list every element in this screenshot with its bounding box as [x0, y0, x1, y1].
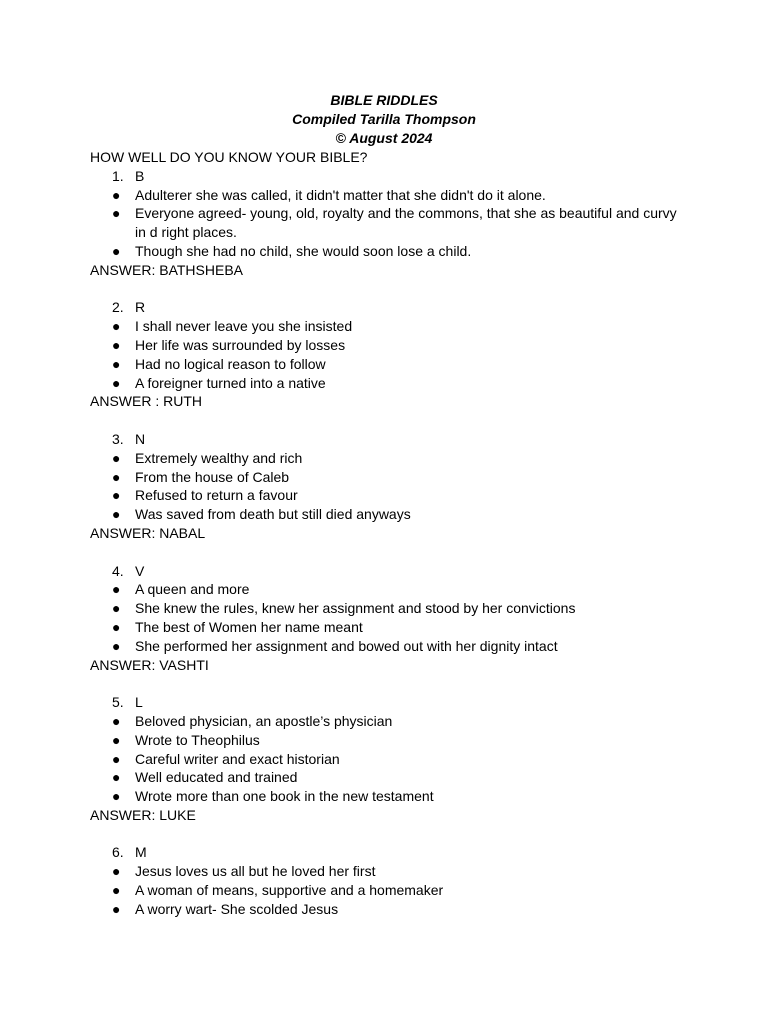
clue-text: From the house of Caleb	[135, 468, 290, 485]
riddle-letter: V	[135, 562, 145, 579]
clue-text: A woman of means, supportive and a homemaker	[135, 882, 444, 899]
clue-text: A worry wart- She scolded Jesus	[135, 900, 339, 917]
answer-line: ANSWER : RUTH	[90, 393, 202, 410]
bullet-icon: ●	[112, 318, 121, 335]
clue-text: Refused to return a favour	[135, 487, 298, 504]
spacer	[90, 674, 690, 693]
bullet-icon: ●	[112, 242, 121, 259]
spacer	[90, 543, 690, 562]
clue-list	[90, 712, 690, 806]
clue-list	[90, 862, 690, 918]
clue-item	[90, 449, 690, 468]
clue-item	[90, 750, 690, 769]
clue-item	[90, 881, 690, 900]
riddle-heading	[90, 843, 690, 862]
riddle-letter: L	[135, 694, 143, 711]
bullet-icon: ●	[112, 205, 121, 222]
clue-item	[90, 599, 690, 618]
bullet-icon: ●	[112, 788, 121, 805]
bullet-icon: ●	[112, 186, 121, 203]
bullet-icon: ●	[112, 487, 121, 504]
clue-item	[90, 317, 690, 336]
clue-text: Careful writer and exact historian	[135, 750, 340, 767]
clue-item	[90, 580, 690, 599]
clue-list	[90, 317, 690, 392]
clue-list	[90, 449, 690, 524]
clue-item	[90, 186, 690, 205]
clue-item	[90, 374, 690, 393]
riddle-letter: B	[135, 167, 145, 184]
spacer	[90, 411, 690, 430]
riddle-heading	[90, 562, 690, 581]
document-title: BIBLE RIDDLES	[330, 92, 438, 108]
riddle-heading	[90, 298, 690, 317]
clue-text: Jesus loves us all but he loved her first	[135, 863, 376, 880]
spacer	[90, 825, 690, 844]
bullet-icon: ●	[112, 600, 121, 617]
spacer	[90, 280, 690, 299]
clue-item	[90, 637, 690, 656]
bullet-icon: ●	[112, 882, 121, 899]
clue-text: Had no logical reason to follow	[135, 355, 326, 372]
riddle-number: 4.	[112, 562, 124, 579]
riddle-number: 1.	[112, 167, 124, 184]
riddle-letter: N	[135, 430, 146, 447]
bullet-icon: ●	[112, 712, 121, 729]
clue-text: She performed her assignment and bowed out with her dignity intact	[135, 637, 558, 654]
clue-item	[90, 618, 690, 637]
clue-text: The best of Women her name meant	[135, 618, 363, 635]
riddle-number: 2.	[112, 299, 124, 316]
clue-text: Everyone agreed- young, old, royalty and the commons, that she as beautiful and curvy in d right places.	[135, 205, 677, 241]
answer-line: ANSWER: VASHTI	[90, 656, 209, 673]
compiler-line: Compiled Tarilla Thompson	[292, 111, 476, 127]
copyright-date: © August 2024	[335, 130, 433, 146]
clue-text: Though she had no child, she would soon lose a child.	[135, 242, 472, 259]
riddle-letter: R	[135, 299, 146, 316]
clue-item	[90, 355, 690, 374]
riddle-heading	[90, 167, 690, 186]
clue-text: Beloved physician, an apostle’s physician	[135, 712, 393, 729]
clue-item	[90, 336, 690, 355]
answer-line: ANSWER: BATHSHEBA	[90, 261, 243, 278]
clue-list	[90, 186, 690, 261]
bullet-icon: ●	[112, 769, 121, 786]
clue-list	[90, 580, 690, 655]
answer-line: ANSWER: LUKE	[90, 806, 196, 823]
riddle-number: 6.	[112, 844, 124, 861]
bullet-icon: ●	[112, 355, 121, 372]
clue-text: A foreigner turned into a native	[135, 374, 326, 391]
clue-item	[90, 468, 690, 487]
answer-line: ANSWER: NABAL	[90, 524, 206, 541]
riddle-letter: M	[135, 844, 147, 861]
clue-item	[90, 242, 690, 261]
clue-item	[90, 486, 690, 505]
clue-text: Well educated and trained	[135, 769, 298, 786]
clue-text: Adulterer she was called, it didn't matter that she didn't do it alone.	[135, 186, 546, 203]
clue-text: A queen and more	[135, 581, 250, 598]
clue-text: Wrote more than one book in the new testament	[135, 788, 434, 805]
clue-item	[90, 731, 690, 750]
riddle-number: 3.	[112, 430, 124, 447]
riddle-number: 5.	[112, 694, 124, 711]
bullet-icon: ●	[112, 750, 121, 767]
clue-item	[90, 862, 690, 881]
clue-item	[90, 204, 690, 242]
clue-item	[90, 787, 690, 806]
clue-item	[90, 900, 690, 919]
bullet-icon: ●	[112, 637, 121, 654]
clue-text: Wrote to Theophilus	[135, 731, 260, 748]
clue-text: Her life was surrounded by losses	[135, 336, 346, 353]
clue-text: Extremely wealthy and rich	[135, 449, 303, 466]
bullet-icon: ●	[112, 374, 121, 391]
bullet-icon: ●	[112, 581, 121, 598]
bullet-icon: ●	[112, 449, 121, 466]
bullet-icon: ●	[112, 731, 121, 748]
clue-item	[90, 505, 690, 524]
bullet-icon: ●	[112, 506, 121, 523]
bullet-icon: ●	[112, 468, 121, 485]
intro-question: HOW WELL DO YOU KNOW YOUR BIBLE?	[90, 149, 368, 165]
bullet-icon: ●	[112, 900, 121, 917]
document-header	[0, 91, 768, 148]
riddle-heading	[90, 693, 690, 712]
clue-text: Was saved from death but still died anyways	[135, 506, 411, 523]
bullet-icon: ●	[112, 863, 121, 880]
bullet-icon: ●	[112, 618, 121, 635]
riddle-heading	[90, 430, 690, 449]
document-body	[90, 148, 690, 919]
clue-item	[90, 768, 690, 787]
clue-item	[90, 712, 690, 731]
bullet-icon: ●	[112, 336, 121, 353]
clue-text: She knew the rules, knew her assignment and stood by her convictions	[135, 600, 576, 617]
clue-text: I shall never leave you she insisted	[135, 318, 353, 335]
